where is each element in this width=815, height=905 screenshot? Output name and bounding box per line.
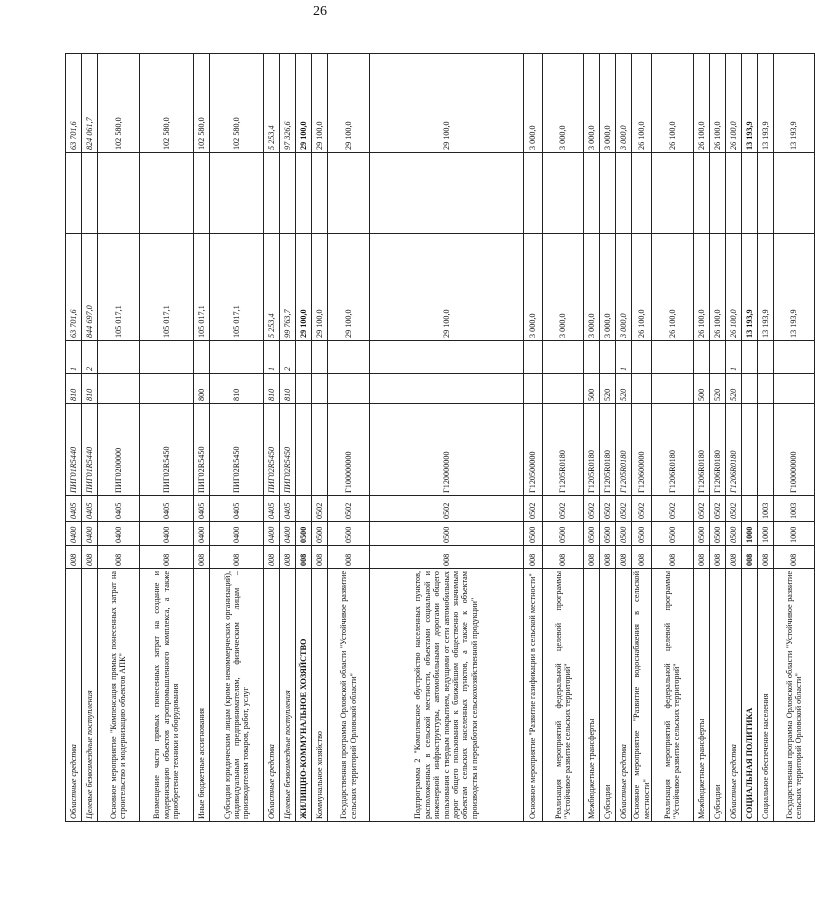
table-row [757,54,773,822]
row-sum3-cell: 3 000,0 [523,54,542,153]
table-row [632,54,652,822]
row-name-cell: Целевые безвозмездные поступления [82,569,98,822]
row-csr-cell [741,404,757,496]
row-pr-cell: 0405 [139,496,193,522]
row-rz-cell: 0400 [209,522,263,546]
table-row [741,54,757,822]
row-sum1-cell: 105 017,1 [193,234,209,341]
row-sum1-cell: 26 100,0 [725,234,741,341]
row-csr-cell: Г1206R0180 [725,404,741,496]
row-rz-cell: 0500 [328,522,370,546]
row-name-cell: Межбюджетные трансферты [693,569,709,822]
row-kvsr-cell: 008 [757,546,773,569]
row-sum3-cell: 3 000,0 [584,54,600,153]
row-kvsr-cell: 008 [264,546,280,569]
row-kvsr-cell: 008 [584,546,600,569]
table-row [616,54,632,822]
row-csr-cell [312,404,328,496]
table-row [542,54,584,822]
row-vr-cell [652,374,694,404]
row-vr-cell [369,374,523,404]
row-sum1-cell: 13 193,9 [741,234,757,341]
row-vr-cell: 520 [616,374,632,404]
row-sum1-cell: 29 100,0 [369,234,523,341]
table-row [280,54,296,822]
row-pr-cell: 0405 [264,496,280,522]
row-pr-cell: 0502 [616,496,632,522]
row-ek-cell: 2 [280,341,296,374]
table-row [82,54,98,822]
row-csr-cell: ПИГ01R5440 [66,404,82,496]
row-pr-cell: 0405 [66,496,82,522]
row-pr-cell: 0502 [600,496,616,522]
row-sum2-cell [709,153,725,234]
table-row [652,54,694,822]
row-pr-cell: 1003 [773,496,815,522]
row-vr-cell [98,374,140,404]
row-sum3-cell: 13 193,9 [741,54,757,153]
row-ek-cell [773,341,815,374]
row-sum2-cell [296,153,312,234]
row-vr-cell [523,374,542,404]
row-name-cell: Подпрограмма 2 "Комплексное обустройство населенных пунктов, расположенных в сельской местности, объектами социальной и инженерной инфраструктуры, автомобильными дорогами общего пользования с твердым покрытием, ведущими от сети автомобильных дорог общего пользования к ближайшим общественно значимым объектам сельских населенных пунктов, а также к объектам производства и переработки сельскохозяйственной продукции" [369,569,523,822]
row-vr-cell [741,374,757,404]
table-row [328,54,370,822]
row-pr-cell: 0405 [209,496,263,522]
row-ek-cell [693,341,709,374]
row-name-cell: Реализация мероприятий федеральной целевой программы "Устойчивое развитие сельских территорий" [542,569,584,822]
row-kvsr-cell: 008 [600,546,616,569]
row-csr-cell: Г1205R0180 [600,404,616,496]
row-vr-cell: 810 [280,374,296,404]
row-name-cell: ЖИЛИЩНО-КОММУНАЛЬНОЕ ХОЗЯЙСТВО [296,569,312,822]
row-csr-cell: Г1206R0180 [652,404,694,496]
row-pr-cell [296,496,312,522]
row-rz-cell: 0400 [66,522,82,546]
row-vr-cell: 500 [584,374,600,404]
row-kvsr-cell: 008 [773,546,815,569]
budget-table-body [66,54,815,822]
row-sum1-cell: 26 100,0 [693,234,709,341]
row-rz-cell: 1000 [741,522,757,546]
page-number: 26 [313,4,327,19]
row-ek-cell: 1 [616,341,632,374]
row-sum2-cell [693,153,709,234]
row-pr-cell: 0405 [280,496,296,522]
row-sum3-cell: 102 580,0 [193,54,209,153]
row-csr-cell: Г1206R0180 [693,404,709,496]
row-sum3-cell: 102 580,0 [98,54,140,153]
row-sum2-cell [584,153,600,234]
row-sum3-cell: 63 701,6 [66,54,82,153]
row-ek-cell [98,341,140,374]
row-kvsr-cell: 008 [652,546,694,569]
row-name-cell: Коммунальное хозяйство [312,569,328,822]
row-sum1-cell: 3 000,0 [542,234,584,341]
row-vr-cell: 520 [725,374,741,404]
row-sum2-cell [369,153,523,234]
row-vr-cell [328,374,370,404]
row-name-cell: Социальное обеспечение населения [757,569,773,822]
rotated-sheet [65,54,804,822]
row-kvsr-cell: 008 [741,546,757,569]
row-rz-cell: 0400 [193,522,209,546]
row-sum1-cell: 3 000,0 [584,234,600,341]
row-csr-cell: Г1205R0180 [542,404,584,496]
row-sum3-cell: 3 000,0 [616,54,632,153]
row-sum1-cell: 3 000,0 [600,234,616,341]
row-sum2-cell [725,153,741,234]
row-ek-cell [193,341,209,374]
row-sum2-cell [523,153,542,234]
row-sum3-cell: 26 100,0 [693,54,709,153]
row-sum2-cell [98,153,140,234]
table-row [66,54,82,822]
row-vr-cell: 500 [693,374,709,404]
row-name-cell: Межбюджетные трансферты [584,569,600,822]
row-pr-cell: 0502 [652,496,694,522]
row-vr-cell [757,374,773,404]
row-rz-cell: 0500 [709,522,725,546]
row-sum3-cell: 26 100,0 [632,54,652,153]
row-kvsr-cell: 008 [693,546,709,569]
table-row [98,54,140,822]
table-row [209,54,263,822]
table-row [523,54,542,822]
row-ek-cell [139,341,193,374]
row-sum1-cell: 29 100,0 [296,234,312,341]
row-rz-cell: 0500 [652,522,694,546]
row-kvsr-cell: 008 [523,546,542,569]
row-rz-cell: 0500 [600,522,616,546]
row-name-cell: Государственная программа Орловской области "Устойчивое развитие сельских территорий Орловской области" [328,569,370,822]
row-sum2-cell [652,153,694,234]
row-rz-cell: 0400 [139,522,193,546]
row-name-cell: Областные средства [616,569,632,822]
row-ek-cell [312,341,328,374]
row-kvsr-cell: 008 [369,546,523,569]
row-kvsr-cell: 008 [193,546,209,569]
row-pr-cell: 0405 [193,496,209,522]
row-ek-cell [209,341,263,374]
row-name-cell: Иные бюджетные ассигнования [193,569,209,822]
row-csr-cell: ПИГ02R5450 [209,404,263,496]
row-pr-cell: 1003 [757,496,773,522]
row-pr-cell: 0405 [98,496,140,522]
row-pr-cell: 0502 [369,496,523,522]
row-sum1-cell: 63 701,6 [66,234,82,341]
row-csr-cell: Г1205R0180 [584,404,600,496]
table-row [296,54,312,822]
row-csr-cell: Г1206R0180 [709,404,725,496]
row-rz-cell: 1000 [757,522,773,546]
row-sum3-cell: 29 100,0 [328,54,370,153]
budget-table [65,53,815,822]
row-vr-cell: 800 [193,374,209,404]
row-pr-cell: 0502 [632,496,652,522]
row-sum3-cell: 102 580,0 [209,54,263,153]
row-ek-cell [632,341,652,374]
row-sum1-cell: 26 100,0 [632,234,652,341]
row-ek-cell [328,341,370,374]
row-sum2-cell [209,153,263,234]
row-rz-cell: 0500 [542,522,584,546]
table-row [693,54,709,822]
row-kvsr-cell: 008 [328,546,370,569]
row-pr-cell: 0502 [584,496,600,522]
row-csr-cell: Г100000000 [773,404,815,496]
row-sum3-cell: 26 100,0 [652,54,694,153]
row-kvsr-cell: 008 [280,546,296,569]
row-sum1-cell: 26 100,0 [709,234,725,341]
row-sum2-cell [193,153,209,234]
row-sum1-cell: 105 017,1 [209,234,263,341]
row-vr-cell [632,374,652,404]
row-rz-cell: 0500 [616,522,632,546]
row-csr-cell: ПИГ02R5450 [280,404,296,496]
row-name-cell: Целевые безвозмездные поступления [280,569,296,822]
row-name-cell: Областные средства [264,569,280,822]
row-sum3-cell: 29 100,0 [369,54,523,153]
row-csr-cell: Г120000000 [369,404,523,496]
row-vr-cell: 810 [209,374,263,404]
row-pr-cell: 0502 [693,496,709,522]
row-pr-cell: 0502 [312,496,328,522]
row-sum2-cell [600,153,616,234]
row-rz-cell: 0400 [98,522,140,546]
row-sum2-cell [82,153,98,234]
row-sum3-cell: 102 580,0 [139,54,193,153]
row-ek-cell [741,341,757,374]
row-pr-cell: 0502 [725,496,741,522]
row-rz-cell: 0500 [296,522,312,546]
row-sum2-cell [773,153,815,234]
row-vr-cell [542,374,584,404]
row-vr-cell: 810 [66,374,82,404]
row-ek-cell [369,341,523,374]
row-sum1-cell: 5 253,4 [264,234,280,341]
row-sum2-cell [264,153,280,234]
row-name-cell: Основное мероприятие "Развитие газификации в сельской местности" [523,569,542,822]
row-kvsr-cell: 008 [632,546,652,569]
row-kvsr-cell: 008 [296,546,312,569]
row-vr-cell [773,374,815,404]
row-rz-cell: 0400 [82,522,98,546]
row-ek-cell [523,341,542,374]
table-row [369,54,523,822]
row-sum1-cell: 29 100,0 [328,234,370,341]
row-sum3-cell: 29 100,0 [296,54,312,153]
row-csr-cell [296,404,312,496]
row-kvsr-cell: 008 [312,546,328,569]
row-name-cell: Субсидии юридическим лицам (кроме некоммерческих организаций), индивидуальным предпринимателям, физическим лицам – производителям товаров, работ, услуг [209,569,263,822]
row-csr-cell: Г1205R0180 [616,404,632,496]
table-row [584,54,600,822]
row-sum2-cell [741,153,757,234]
row-pr-cell: 0502 [328,496,370,522]
row-rz-cell: 0500 [312,522,328,546]
row-name-cell: Основное мероприятие "Компенсация прямых понесенных затрат на строительство и модернизацию объектов АПК" [98,569,140,822]
row-csr-cell: Г120600000 [632,404,652,496]
row-rz-cell: 0400 [264,522,280,546]
row-sum1-cell: 99 763,7 [280,234,296,341]
row-kvsr-cell: 008 [709,546,725,569]
row-ek-cell: 1 [264,341,280,374]
row-csr-cell: ПИГ02R5450 [139,404,193,496]
row-kvsr-cell: 008 [616,546,632,569]
row-rz-cell: 0500 [632,522,652,546]
table-row [600,54,616,822]
row-pr-cell: 0502 [523,496,542,522]
row-sum3-cell: 29 100,0 [312,54,328,153]
row-kvsr-cell: 008 [725,546,741,569]
row-vr-cell [296,374,312,404]
row-name-cell: СОЦИАЛЬНАЯ ПОЛИТИКА [741,569,757,822]
row-vr-cell: 810 [82,374,98,404]
row-sum1-cell: 29 100,0 [312,234,328,341]
row-rz-cell: 1000 [773,522,815,546]
row-sum1-cell: 26 100,0 [652,234,694,341]
row-rz-cell: 0500 [523,522,542,546]
row-ek-cell [652,341,694,374]
row-rz-cell: 0500 [693,522,709,546]
row-sum1-cell: 13 193,9 [757,234,773,341]
row-sum1-cell: 105 017,1 [98,234,140,341]
row-sum1-cell: 13 193,9 [773,234,815,341]
row-sum1-cell: 3 000,0 [616,234,632,341]
row-csr-cell: ПИГ01R5440 [82,404,98,496]
row-name-cell: Реализация мероприятий федеральной целевой программы "Устойчивое развитие сельских территорий" [652,569,694,822]
row-sum3-cell: 26 100,0 [709,54,725,153]
row-name-cell: Субсидии [709,569,725,822]
row-sum1-cell: 844 697,0 [82,234,98,341]
row-kvsr-cell: 008 [139,546,193,569]
row-csr-cell: Г120500000 [523,404,542,496]
row-name-cell: Основное мероприятие "Развитие водоснабжения в сельской местности" [632,569,652,822]
table-row [139,54,193,822]
row-rz-cell: 0500 [369,522,523,546]
row-sum1-cell: 105 017,1 [139,234,193,341]
row-csr-cell: Г100000000 [328,404,370,496]
row-name-cell: Областные средства [725,569,741,822]
row-vr-cell [139,374,193,404]
row-kvsr-cell: 008 [209,546,263,569]
row-sum3-cell: 13 193,9 [773,54,815,153]
row-ek-cell: 2 [82,341,98,374]
row-sum2-cell [139,153,193,234]
row-kvsr-cell: 008 [66,546,82,569]
row-kvsr-cell: 008 [542,546,584,569]
row-pr-cell [741,496,757,522]
table-row [709,54,725,822]
row-ek-cell: 1 [66,341,82,374]
row-ek-cell [709,341,725,374]
row-pr-cell: 0502 [542,496,584,522]
row-sum2-cell [616,153,632,234]
row-ek-cell: 1 [725,341,741,374]
row-sum2-cell [542,153,584,234]
row-sum1-cell: 3 000,0 [523,234,542,341]
row-csr-cell [757,404,773,496]
row-vr-cell: 810 [264,374,280,404]
row-ek-cell [600,341,616,374]
table-row [725,54,741,822]
row-sum3-cell: 824 061,7 [82,54,98,153]
row-sum3-cell: 13 193,9 [757,54,773,153]
row-csr-cell: ПИГ02R5450 [193,404,209,496]
row-sum3-cell: 5 253,4 [264,54,280,153]
row-ek-cell [296,341,312,374]
table-row [773,54,815,822]
row-sum2-cell [280,153,296,234]
row-csr-cell: ПИГ02R5450 [264,404,280,496]
row-ek-cell [584,341,600,374]
row-sum2-cell [757,153,773,234]
row-vr-cell: 520 [709,374,725,404]
row-pr-cell: 0405 [82,496,98,522]
row-kvsr-cell: 008 [82,546,98,569]
row-pr-cell: 0502 [709,496,725,522]
row-rz-cell: 0400 [280,522,296,546]
row-kvsr-cell: 008 [98,546,140,569]
row-ek-cell [757,341,773,374]
row-sum2-cell [632,153,652,234]
table-row [193,54,209,822]
row-sum2-cell [66,153,82,234]
table-row [312,54,328,822]
row-ek-cell [542,341,584,374]
row-name-cell: Возмещение части прямых понесенных затрат на создание и модернизацию объектов агропромышленного комплекса, а также приобретение техники и оборудования [139,569,193,822]
row-sum3-cell: 26 100,0 [725,54,741,153]
table-row [264,54,280,822]
row-sum2-cell [328,153,370,234]
row-sum3-cell: 3 000,0 [600,54,616,153]
row-sum3-cell: 3 000,0 [542,54,584,153]
row-rz-cell: 0500 [584,522,600,546]
row-name-cell: Государственная программа Орловской области "Устойчивое развитие сельских территорий Орловской области" [773,569,815,822]
row-csr-cell: ПИГ0200000 [98,404,140,496]
row-name-cell: Областные средства [66,569,82,822]
row-name-cell: Субсидии [600,569,616,822]
row-vr-cell [312,374,328,404]
row-sum3-cell: 97 326,6 [280,54,296,153]
row-rz-cell: 0500 [725,522,741,546]
row-vr-cell: 520 [600,374,616,404]
row-sum2-cell [312,153,328,234]
